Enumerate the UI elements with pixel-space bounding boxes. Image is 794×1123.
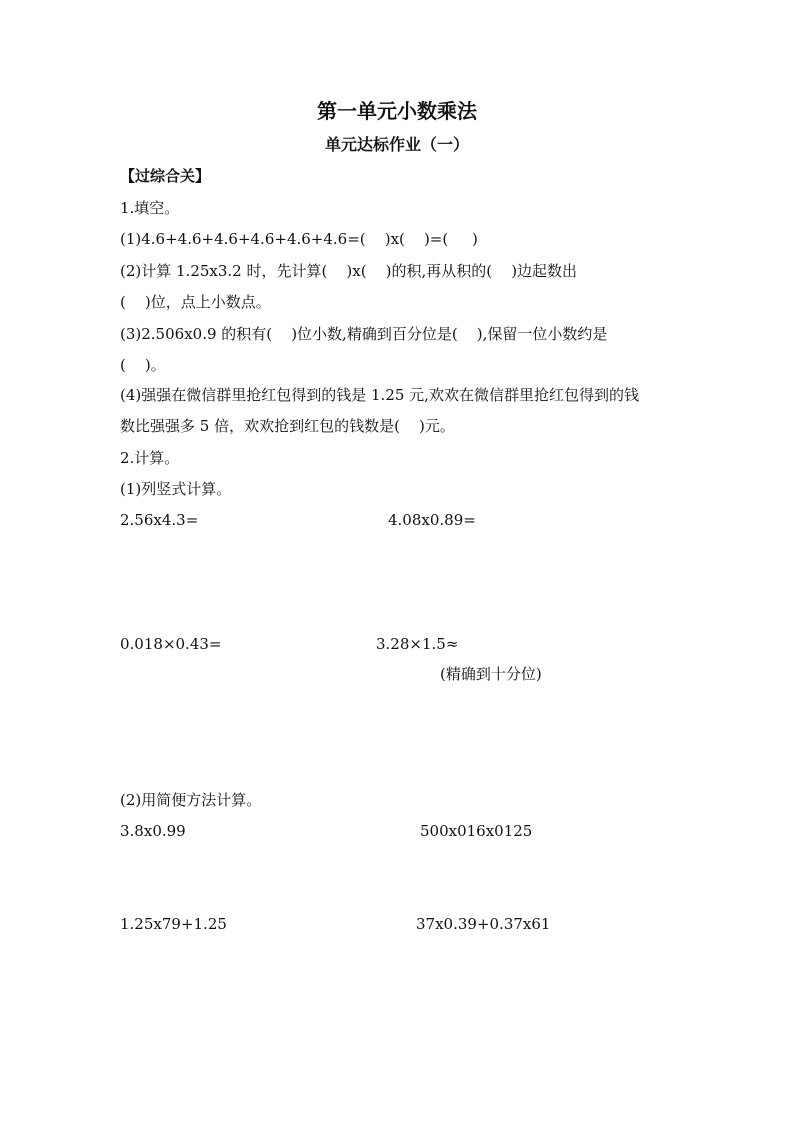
expr-7: 1.25x79+1.25 [120,915,227,933]
q1-item-3-line-2: ( )。 [120,356,166,374]
q1-item-1: (1)4.6+4.6+4.6+4.6+4.6+4.6=( )x( )=( ) [120,230,478,248]
expr-4-note: (精确到十分位) [440,665,542,683]
q1-item-2-line-1: (2)计算 1.25x3.2 时，先计算( )x( )的积,再从积的( )边起数出 [120,262,578,280]
q2-part-1-heading: (1)列竖式计算。 [120,480,232,498]
q2-part-2-heading: (2)用简便方法计算。 [120,791,262,809]
expr-5: 3.8x0.99 [120,822,186,840]
page-title: 第一单元小数乘法 [317,99,477,123]
page-subtitle: 单元达标作业（一） [324,135,469,154]
expr-3: 0.018×0.43= [120,635,222,653]
q1-heading: 1.填空。 [120,199,180,217]
q1-item-2-line-2: ( )位，点上小数点。 [120,293,271,311]
expr-8: 37x0.39+0.37x61 [416,915,551,933]
q1-item-3-line-1: (3)2.506x0.9 的积有( )位小数,精确到百分位是( ),保留一位小数约是 [120,325,608,343]
expr-2: 4.08x0.89= [388,511,476,529]
expr-6: 500x016x0125 [420,822,533,840]
q2-heading: 2.计算。 [120,449,180,467]
expr-1: 2.56x4.3= [120,511,199,529]
expr-4: 3.28×1.5≈ [376,635,459,653]
q1-item-4-line-2: 数比强强多 5 倍，欢欢抢到红包的钱数是( )元。 [120,417,455,435]
section-heading: 【过综合关】 [120,167,211,185]
q1-item-4-line-1: (4)强强在微信群里抢红包得到的钱是 1.25 元,欢欢在微信群里抢红包得到的钱 [120,386,639,404]
